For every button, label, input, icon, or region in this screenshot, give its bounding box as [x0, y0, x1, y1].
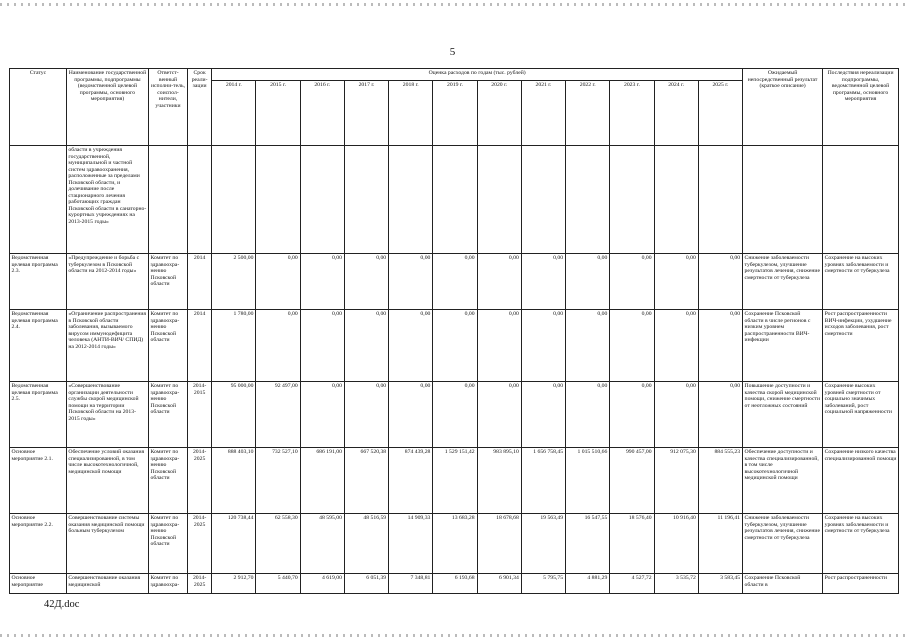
table-row: [10, 310, 899, 382]
row-value: 990 457,00: [610, 448, 654, 514]
row-name: Совершенствование оказания медицинской: [66, 574, 148, 594]
row-value: [698, 146, 742, 254]
row-name: «Совершенствование организации деятельности службы скорой медицинской помощи на территории Псковской области на 2013-2015 годы»: [66, 382, 148, 448]
row-value: 11 196,41: [698, 514, 742, 574]
row-term: [187, 146, 211, 254]
header-year: 2022 г.: [566, 81, 610, 146]
row-expected: Снижение заболеваемости туберкулезом, улучшение результатов лечения, снижение смертности от туберкулеза: [743, 254, 823, 310]
row-consequences: Сохранение на высоких уровнях заболеваемости и смертности от туберкулеза: [823, 514, 899, 574]
row-value: 0,00: [344, 382, 388, 448]
row-expected: Повышение доступности и качества скорой медицинской помощи, снижение смертности от неотложных состояний: [743, 382, 823, 448]
row-value: 884 555,23: [698, 448, 742, 514]
header-year: 2019 г.: [433, 81, 477, 146]
row-value: 0,00: [389, 310, 433, 382]
row-value: 0,00: [344, 254, 388, 310]
row-value: 16 547,55: [566, 514, 610, 574]
row-value: 1 656 758,45: [521, 448, 565, 514]
row-value: 0,00: [566, 310, 610, 382]
row-term: 2014: [187, 254, 211, 310]
row-value: 0,00: [433, 310, 477, 382]
row-value: [566, 146, 610, 254]
row-value: 0,00: [698, 382, 742, 448]
row-value: 3 583,45: [698, 574, 742, 594]
table-row: [10, 382, 899, 448]
row-consequences: Сохранение низкого качества специализированной помощи: [823, 448, 899, 514]
row-value: 0,00: [654, 310, 698, 382]
table-row: [10, 574, 899, 594]
row-value: 19 563,49: [521, 514, 565, 574]
row-term: 2014-2025: [187, 574, 211, 594]
row-value: 686 191,00: [300, 448, 344, 514]
row-value: 732 527,10: [256, 448, 300, 514]
header-year: 2015 г.: [256, 81, 300, 146]
row-value: 0,00: [477, 310, 521, 382]
header-year: 2020 г.: [477, 81, 521, 146]
row-value: 0,00: [566, 382, 610, 448]
row-expected: Снижение заболеваемости туберкулезом, улучшение результатов лечения, снижение смертности от туберкулеза: [743, 514, 823, 574]
row-name: Совершенствование системы оказания медицинской помощи больным туберкулезом: [66, 514, 148, 574]
row-value: 1 015 510,66: [566, 448, 610, 514]
row-value: 62 558,30: [256, 514, 300, 574]
row-value: 0,00: [256, 254, 300, 310]
header-year: 2018 г.: [389, 81, 433, 146]
header-name: Наименование государственной программы, подпрограммы (ведомственной целевой программы, основного мероприятия): [66, 69, 148, 146]
header-costs: Оценка расходов по годам (тыс. рублей): [212, 69, 743, 81]
header-year: 2016 г.: [300, 81, 344, 146]
row-value: 0,00: [300, 310, 344, 382]
row-value: [654, 146, 698, 254]
row-value: [433, 146, 477, 254]
row-status: Ведомственная целевая программа 2.5.: [10, 382, 67, 448]
row-value: 0,00: [389, 382, 433, 448]
row-value: [610, 146, 654, 254]
row-value: 0,00: [698, 254, 742, 310]
row-consequences: Рост распространенности ВИЧ-инфекции, ухудшение исходов заболевания, рост смертности: [823, 310, 899, 382]
header-consequences: Последствия нереализации подпрограммы, ведомственной целевой программы, основного мероприятия: [823, 69, 899, 146]
row-value: 0,00: [256, 310, 300, 382]
row-value: 92 497,00: [256, 382, 300, 448]
row-value: 95 000,00: [212, 382, 256, 448]
row-executor: Комитет по здравоохра-нению Псковской области: [149, 514, 188, 574]
row-name: «Ограничение распространения в Псковской области заболевания, вызываемого вирусом иммунодефицита человека (АНТИ-ВИЧ/ СПИД) на 2012-2014 годы»: [66, 310, 148, 382]
row-value: 13 683,28: [433, 514, 477, 574]
row-name: «Предупреждение и борьба с туберкулезом в Псковской области на 2012-2014 годы»: [66, 254, 148, 310]
header-year: 2014 г.: [212, 81, 256, 146]
row-value: 0,00: [300, 382, 344, 448]
row-value: 4 619,00: [300, 574, 344, 594]
row-value: 0,00: [433, 382, 477, 448]
row-value: 0,00: [389, 254, 433, 310]
row-executor: Комитет по здравоохра-: [149, 574, 188, 594]
row-value: 0,00: [610, 254, 654, 310]
header-year: 2021 г.: [521, 81, 565, 146]
row-value: 4 527,72: [610, 574, 654, 594]
row-status: Основное мероприятие: [10, 574, 67, 594]
row-value: 0,00: [654, 254, 698, 310]
row-consequences: Сохранение высоких уровней смертности от социально значимых заболеваний, рост социальной напряженности: [823, 382, 899, 448]
header-year: 2024 г.: [654, 81, 698, 146]
row-executor: Комитет по здравоохра-нению Псковской области: [149, 310, 188, 382]
row-value: 6 901,34: [477, 574, 521, 594]
row-value: 14 909,33: [389, 514, 433, 574]
row-status: Основное мероприятие 2.2.: [10, 514, 67, 574]
row-value: 0,00: [477, 254, 521, 310]
row-value: 0,00: [698, 310, 742, 382]
row-executor: Комитет по здравоохра-нению Псковской области: [149, 382, 188, 448]
row-value: 0,00: [521, 382, 565, 448]
header-year: 2023 г.: [610, 81, 654, 146]
row-expected: [743, 146, 823, 254]
row-status: Ведомственная целевая программа 2.3.: [10, 254, 67, 310]
header-status: Статус: [10, 69, 67, 146]
row-value: [389, 146, 433, 254]
row-executor: Комитет по здравоохра-нению Псковской области: [149, 448, 188, 514]
row-value: 0,00: [477, 382, 521, 448]
row-value: 1 529 151,42: [433, 448, 477, 514]
footer-filename: 42Д.doc: [44, 599, 80, 610]
row-value: 0,00: [521, 254, 565, 310]
row-value: 7 348,81: [389, 574, 433, 594]
row-value: 10 916,40: [654, 514, 698, 574]
header-expected: Ожидаемый непосредственный результат (краткое описание): [743, 69, 823, 146]
row-name: Обеспечение условий оказания специализированной, в том числе высокотехнологичной, медицинской помощи: [66, 448, 148, 514]
row-value: 667 520,38: [344, 448, 388, 514]
row-value: 120 738,44: [212, 514, 256, 574]
row-value: 48 595,00: [300, 514, 344, 574]
row-value: 0,00: [566, 254, 610, 310]
row-value: 18 576,40: [610, 514, 654, 574]
header-year: 2017 г.: [344, 81, 388, 146]
row-value: 3 535,72: [654, 574, 698, 594]
table-row: [10, 146, 899, 254]
row-expected: Сохранение Псковской области в: [743, 574, 823, 594]
row-expected: Обеспечение доступности и качества специализированной, в том числе высокотехнологичной медицинской помощи: [743, 448, 823, 514]
table-row: [10, 254, 899, 310]
scan-edge-top: [0, 3, 905, 6]
row-term: 2014: [187, 310, 211, 382]
row-term: 2014-2015: [187, 382, 211, 448]
table-row: [10, 448, 899, 514]
row-value: 0,00: [300, 254, 344, 310]
row-value: 48 516,59: [344, 514, 388, 574]
row-value: 0,00: [610, 310, 654, 382]
page-number: 5: [449, 46, 456, 58]
row-status: Ведомственная целевая программа 2.4.: [10, 310, 67, 382]
row-consequences: Сохранение на высоких уровнях заболеваемости и смертности от туберкулеза: [823, 254, 899, 310]
row-value: 912 075,30: [654, 448, 698, 514]
row-term: 2014-2025: [187, 514, 211, 574]
header-term: Срок реали-зации: [187, 69, 211, 146]
row-value: 5 440,70: [256, 574, 300, 594]
row-value: [212, 146, 256, 254]
row-value: 0,00: [433, 254, 477, 310]
row-value: [300, 146, 344, 254]
row-value: 6 051,39: [344, 574, 388, 594]
row-value: 1 780,00: [212, 310, 256, 382]
row-status: Основное мероприятие 2.1.: [10, 448, 67, 514]
row-value: 874 439,28: [389, 448, 433, 514]
row-value: 0,00: [521, 310, 565, 382]
row-expected: Сохранение Псковской области в числе регионов с низким уровнем распространенности ВИЧ-инфекции: [743, 310, 823, 382]
row-value: 2 500,00: [212, 254, 256, 310]
row-name: области в учреждения государственной, муниципальной и частной систем здравоохранения, расположенные за пределами Псковской области, и долечивание после стационарного лечения работающих граждан Псковской области в санаторно-курортных учреждениях на 2013-2015 годы»: [66, 146, 148, 254]
row-value: [344, 146, 388, 254]
row-value: 0,00: [654, 382, 698, 448]
row-term: 2014-2025: [187, 448, 211, 514]
row-value: 5 795,75: [521, 574, 565, 594]
row-value: 0,00: [610, 382, 654, 448]
header-executor: Ответст-венный исполни-тель, соиспол-нители, участники: [149, 69, 188, 146]
row-value: 888 403,10: [212, 448, 256, 514]
row-value: 18 678,68: [477, 514, 521, 574]
row-value: 0,00: [344, 310, 388, 382]
row-value: [256, 146, 300, 254]
row-value: 983 895,10: [477, 448, 521, 514]
row-status: [10, 146, 67, 254]
header-year: 2025 г.: [698, 81, 742, 146]
table-row: [10, 514, 899, 574]
expenditure-table: [9, 68, 899, 594]
row-value: [521, 146, 565, 254]
row-executor: Комитет по здравоохра-нению Псковской области: [149, 254, 188, 310]
row-value: [477, 146, 521, 254]
row-executor: [149, 146, 188, 254]
row-value: 2 912,70: [212, 574, 256, 594]
scan-edge-bottom: [0, 634, 905, 637]
row-consequences: Рост распространенности: [823, 574, 899, 594]
row-value: 4 881,29: [566, 574, 610, 594]
row-value: 6 193,68: [433, 574, 477, 594]
row-consequences: [823, 146, 899, 254]
